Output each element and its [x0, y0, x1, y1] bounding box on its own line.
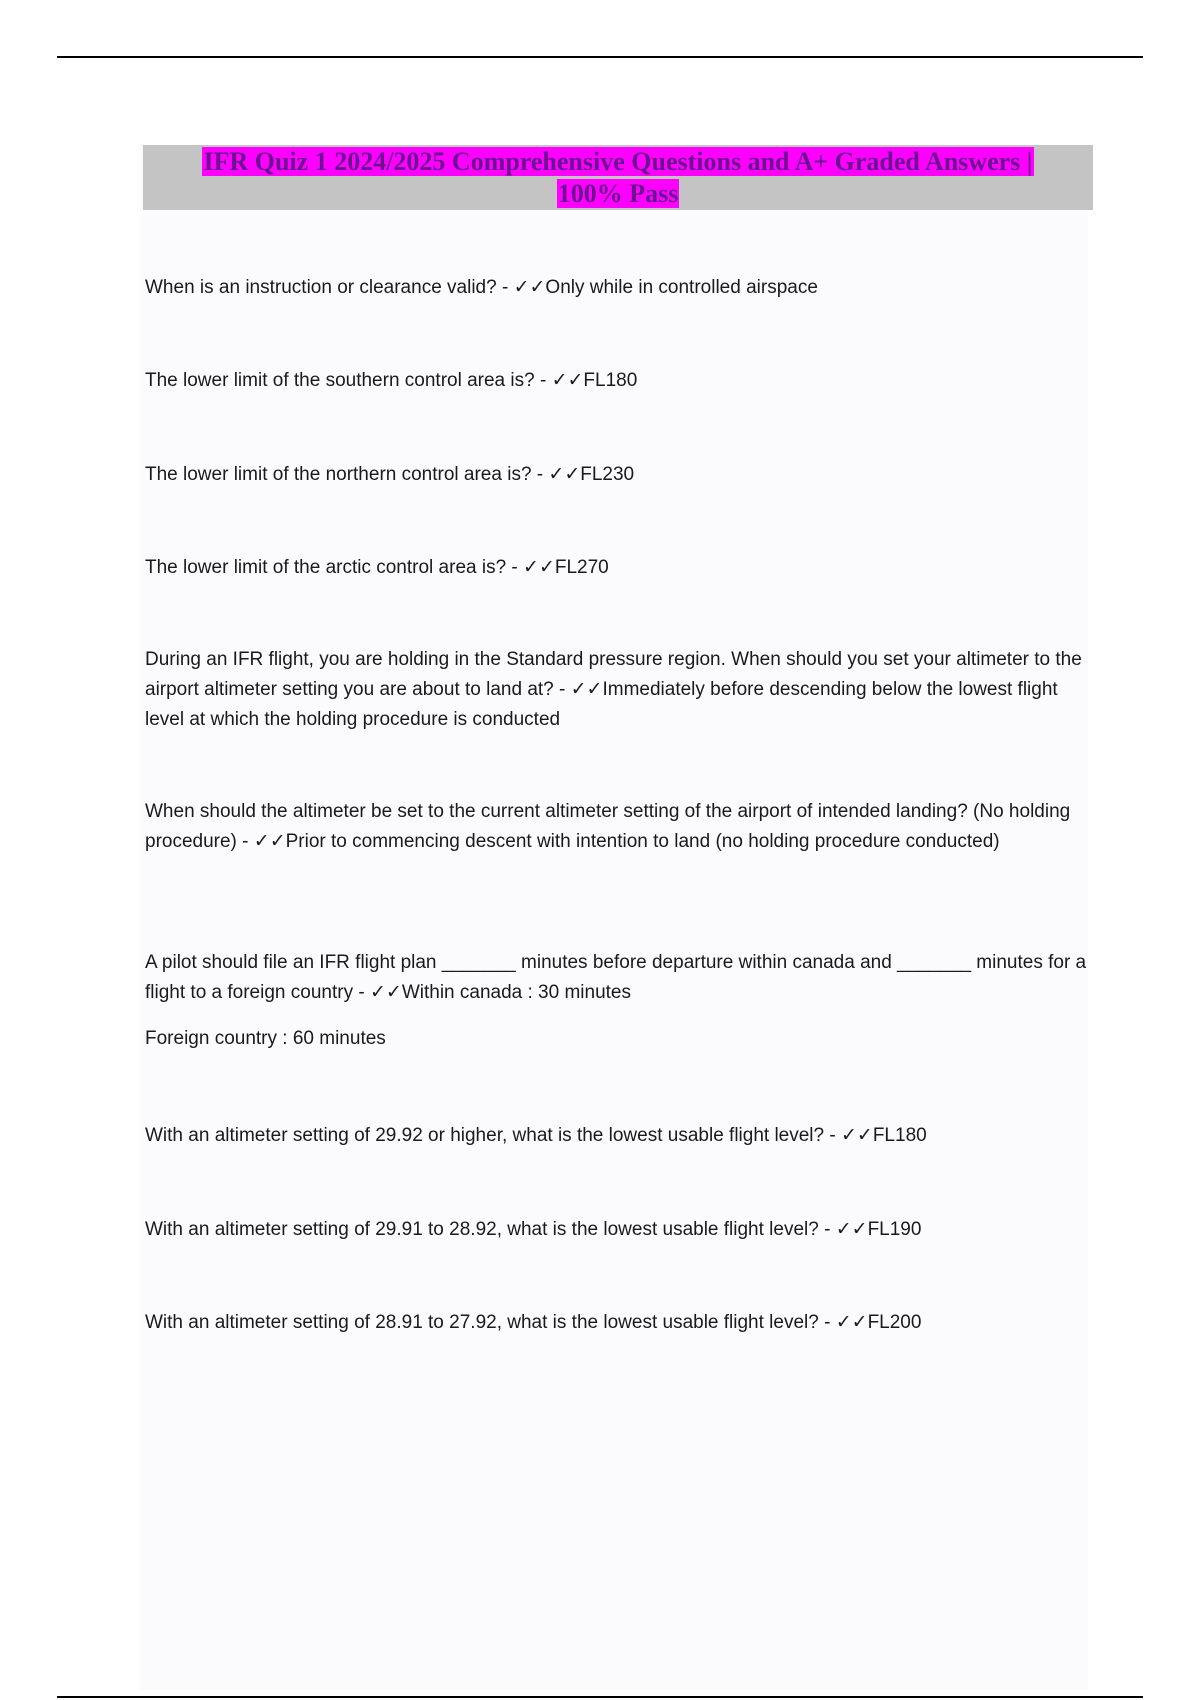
- separator: -: [353, 982, 370, 1003]
- separator: -: [534, 370, 552, 391]
- answer-text: Only while in controlled airspace: [545, 277, 818, 298]
- question-text: The lower limit of the northern control area is?: [145, 464, 532, 485]
- answer-text: Immediately before descending below the lowest flight level at which the holding procedure is conducted: [145, 679, 1058, 730]
- question-text: When is an instruction or clearance valid?: [145, 277, 497, 298]
- separator: -: [531, 464, 549, 485]
- qa-item-9: [145, 1215, 1090, 1245]
- qa-item-5: [145, 645, 1090, 735]
- top-rule: [57, 56, 1143, 58]
- double-check-icon: ✓✓: [513, 277, 546, 298]
- question-text: During an IFR flight, you are holding in the Standard pressure region. When should you set your altimeter to the airport altimeter setting you are about to land at?: [145, 649, 1082, 700]
- question-text: When should the altimeter be set to the current altimeter setting of the airport of intended landing? (No holding procedure): [145, 801, 1071, 852]
- answer-text: FL200: [867, 1312, 922, 1333]
- bottom-rule: [57, 1696, 1143, 1698]
- answer-extra-text: Foreign country : 60 minutes: [145, 1028, 386, 1049]
- double-check-icon: ✓✓: [548, 464, 581, 485]
- document-title: [143, 145, 1093, 210]
- answer-text: FL270: [554, 557, 609, 578]
- separator: -: [818, 1312, 836, 1333]
- qa-item-2: [145, 366, 1090, 396]
- separator: -: [824, 1125, 841, 1146]
- answer-text: FL230: [580, 464, 635, 485]
- double-check-icon: ✓✓: [551, 370, 584, 391]
- qa-item-6: [145, 797, 1090, 857]
- qa-item-4: [145, 553, 1090, 583]
- separator: -: [818, 1219, 836, 1240]
- double-check-icon: ✓✓: [253, 831, 286, 852]
- qa-item-1: [145, 273, 1090, 303]
- qa-item-10: [145, 1308, 1090, 1338]
- double-check-icon: ✓✓: [570, 679, 603, 700]
- answer-text: FL190: [867, 1219, 922, 1240]
- separator: -: [496, 277, 514, 298]
- question-text: The lower limit of the southern control area is?: [145, 370, 535, 391]
- answer-text: Prior to commencing descent with intention to land (no holding procedure conducted): [285, 831, 1000, 852]
- question-text: With an altimeter setting of 29.92 or higher, what is the lowest usable flight level?: [145, 1125, 825, 1146]
- title-line-2: 100% Pass: [557, 179, 679, 208]
- question-text: With an altimeter setting of 28.91 to 27.92, what is the lowest usable flight level?: [145, 1312, 819, 1333]
- answer-text: FL180: [583, 370, 638, 391]
- double-check-icon: ✓✓: [369, 982, 402, 1003]
- answer-text: FL180: [872, 1125, 927, 1146]
- double-check-icon: ✓✓: [840, 1125, 873, 1146]
- question-text: A pilot should file an IFR flight plan _______ minutes before departure within canada and _______ minutes for a flight to a foreign country: [145, 952, 1087, 1003]
- separator: -: [553, 679, 571, 700]
- qa-item-7: [145, 948, 1090, 1054]
- question-text: With an altimeter setting of 29.91 to 28.92, what is the lowest usable flight level?: [145, 1219, 819, 1240]
- double-check-icon: ✓✓: [835, 1312, 868, 1333]
- separator: -: [506, 557, 524, 578]
- qa-item-3: [145, 460, 1090, 490]
- qa-item-8: [145, 1121, 1090, 1151]
- title-line-1: IFR Quiz 1 2024/2025 Comprehensive Questions and A+ Graded Answers |: [203, 147, 1033, 176]
- answer-text: Within canada : 30 minutes: [401, 982, 631, 1003]
- separator: -: [236, 831, 254, 852]
- double-check-icon: ✓✓: [835, 1219, 868, 1240]
- double-check-icon: ✓✓: [523, 557, 555, 578]
- question-text: The lower limit of the arctic control area is?: [145, 557, 507, 578]
